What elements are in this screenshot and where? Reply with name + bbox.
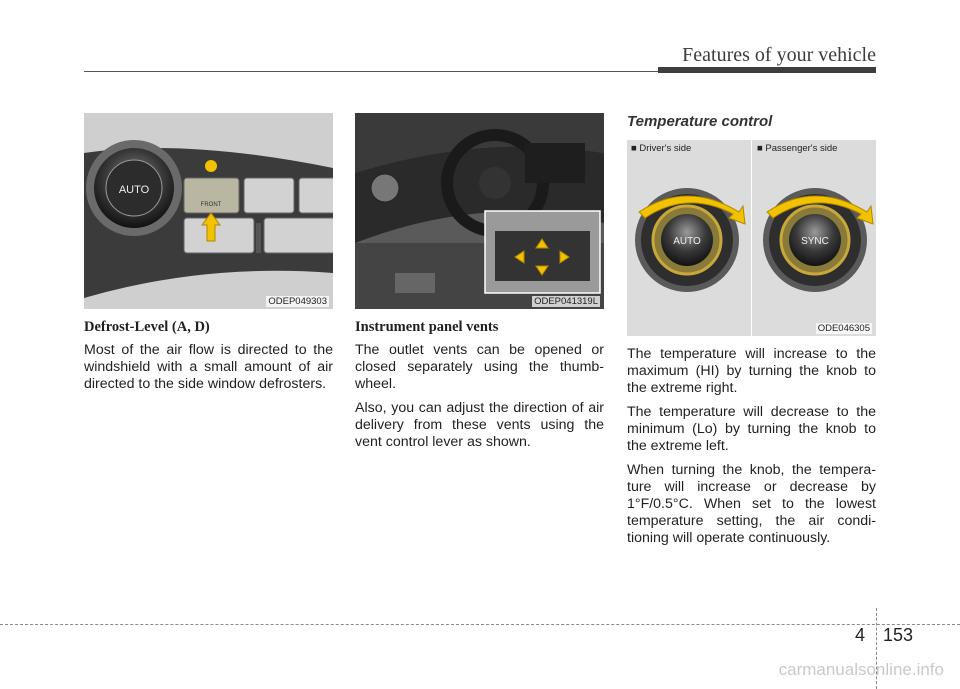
header-rule-bold [658, 67, 876, 73]
subhead-defrost-level: Defrost-Level (A, D) [84, 319, 210, 335]
figure-divider [751, 140, 752, 336]
passenger-side-label: ■ Passenger's side [757, 143, 838, 154]
paragraph: The temperature will decrease to the minimum (Lo) by turning the knob to the extreme left. [627, 404, 876, 454]
column-defrost [84, 113, 333, 400]
figure-instrument-panel [355, 113, 604, 309]
column-vents [355, 113, 604, 458]
figure-defrost-panel [84, 113, 333, 309]
running-header: Features of your vehicle [682, 44, 876, 66]
figure-caption: ODE046305 [817, 323, 870, 334]
column-temperature [627, 113, 876, 554]
driver-side-label: ■ Driver's side [631, 143, 692, 154]
paragraph: When turning the knob, the tempera-ture will increase or decrease by 1°F/0.5°C. When set to the lowest temperature setting, the air condi-tioning will operate continuously. [627, 462, 876, 546]
driver-knob [635, 188, 745, 292]
svg-text:SYNC: SYNC [801, 236, 829, 247]
subhead-instrument-panel-vents: Instrument panel vents [355, 319, 499, 335]
page-number: 153 [883, 625, 914, 645]
defrost-panel-illustration [84, 113, 333, 309]
paragraph: The temperature will increase to the maximum (HI) by turning the knob to the extreme right. [627, 346, 876, 396]
header-rule [84, 71, 664, 72]
paragraph: Most of the air flow is directed to the windshield with a small amount of air directed to the side window defrosters. [84, 342, 333, 392]
footer-rule [0, 624, 960, 625]
knob-label-auto: AUTO [118, 184, 150, 196]
figure-temperature-knobs [627, 140, 876, 336]
passenger-knob [763, 188, 873, 292]
figure-caption: ODEP041319L [534, 296, 598, 307]
front-button-label: FRONT [200, 202, 222, 208]
section-title: Temperature control [627, 113, 773, 130]
paragraph: The outlet vents can be opened or closed separately using the thumb-wheel. [355, 342, 604, 392]
paragraph: Also, you can adjust the direction of air delivery from these vents using the vent control lever as shown. [355, 400, 604, 450]
dashboard-illustration [355, 113, 604, 309]
watermark: carmanualsonline.info [778, 660, 944, 679]
figure-caption: ODEP049303 [268, 296, 327, 307]
svg-text:AUTO: AUTO [673, 236, 701, 247]
chapter-number: 4 [855, 625, 866, 645]
